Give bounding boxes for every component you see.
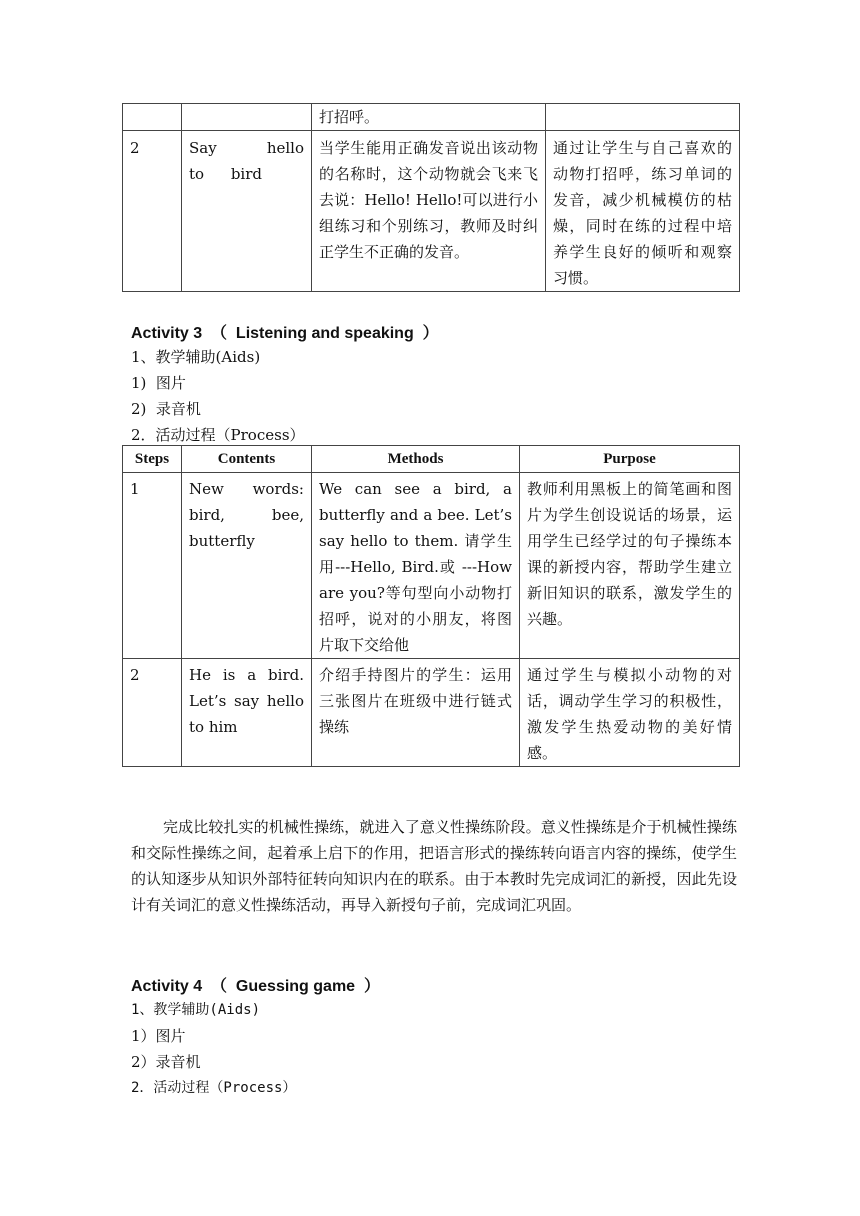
activity4-aid-item: 2）录音机: [131, 1053, 201, 1071]
step-cell: [123, 104, 182, 131]
table-row: [123, 104, 740, 131]
purpose-cell: 通过学生与模拟小动物的对话，调动学生学习的积极性，激发学生热爱动物的美好情感。: [520, 659, 740, 767]
contents-cell: New words: bird, bee, butterfly: [182, 473, 312, 659]
table-header-row: [123, 446, 740, 473]
contents-cell: [182, 104, 312, 131]
step-cell: 2: [123, 659, 182, 767]
step-cell: 1: [123, 473, 182, 659]
activity3-heading: Activity 3 （ Listening and speaking ）: [131, 325, 439, 342]
contents-cell: He is a bird. Let’s say hello to him: [182, 659, 312, 767]
activity3-aid-item: 1) 图片: [131, 374, 186, 392]
contents-cell: Say hello to bird: [182, 131, 312, 292]
activity3-table: [122, 445, 740, 767]
activity4-heading: Activity 4 （ Guessing game ）: [131, 978, 380, 995]
activity3-aids-title: 1、教学辅助(Aids): [131, 348, 261, 366]
activity4-aid-item: 1）图片: [131, 1027, 186, 1045]
activity3-process-title: 2．活动过程（Process）: [131, 426, 305, 444]
methods-cell: 打招呼。: [312, 104, 546, 131]
body-paragraph: 完成比较扎实的机械性操练，就进入了意义性操练阶段。意义性操练是介于机械性操练和交际性操练之间，起着承上启下的作用，把语言形式的操练转向语言内容的操练，使学生的认知逐步从知识外部特征转向知识内在的联系。由于本教时先完成词汇的新授，因此先设计有关词汇的意义性操练活动，再导入新授句子前，完成词汇巩固。: [131, 818, 737, 914]
step-cell: 2: [123, 131, 182, 292]
activity4-aids-title: 1、教学辅助(Aids): [131, 1002, 261, 1018]
header-purpose: Purpose: [520, 446, 740, 473]
activity3-aid-item: 2) 录音机: [131, 400, 201, 418]
table-row: [123, 659, 740, 767]
activity4-process-title: 2．活动过程（Process）: [131, 1080, 297, 1096]
methods-cell: We can see a bird, a butterfly and a bee. Let’s say hello to them. 请学生用---Hello, Bird.或 ---How are you?等句型向小动物打招呼，说对的小朋友，将图片取下交给他: [312, 473, 520, 659]
activity2-table-continued: [122, 103, 740, 292]
header-steps: Steps: [123, 446, 182, 473]
purpose-cell: 教师利用黑板上的简笔画和图片为学生创设说话的场景，运用学生已经学过的句子操练本课的新授内容，帮助学生建立新旧知识的联系，激发学生的兴趣。: [520, 473, 740, 659]
header-methods: Methods: [312, 446, 520, 473]
purpose-cell: 通过让学生与自己喜欢的动物打招呼，练习单词的发音，减少机械模仿的枯燥，同时在练的过程中培养学生良好的倾听和观察习惯。: [546, 131, 740, 292]
methods-cell: 当学生能用正确发音说出该动物的名称时，这个动物就会飞来飞去说：Hello! Hello!可以进行小组练习和个别练习，教师及时纠正学生不正确的发音。: [312, 131, 546, 292]
header-contents: Contents: [182, 446, 312, 473]
table-row: [123, 131, 740, 292]
table-row: [123, 473, 740, 659]
methods-cell: 介绍手持图片的学生：运用三张图片在班级中进行链式操练: [312, 659, 520, 767]
purpose-cell: [546, 104, 740, 131]
